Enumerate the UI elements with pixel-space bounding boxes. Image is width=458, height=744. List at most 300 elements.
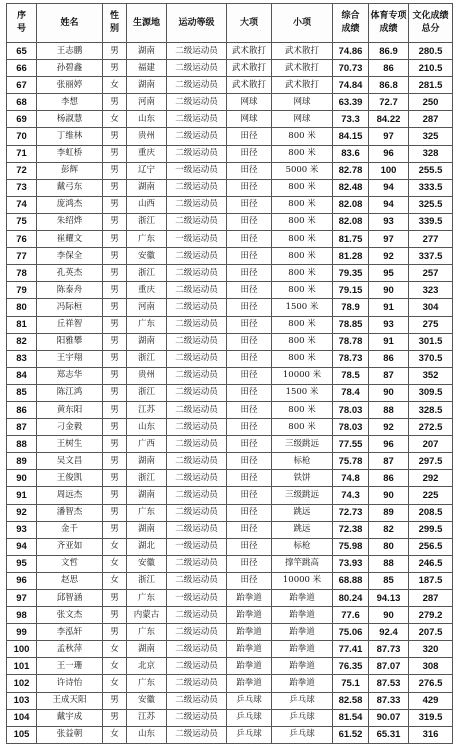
cell-index: 82 [7, 333, 37, 350]
cell-origin: 山东 [127, 419, 167, 436]
cell-sub-event: 1500 米 [272, 299, 333, 316]
cell-sport-score: 91 [369, 299, 409, 316]
cell-composite-score: 77.6 [333, 607, 369, 624]
cell-origin: 河南 [127, 299, 167, 316]
cell-culture-score: 301.5 [409, 333, 453, 350]
table-row [7, 453, 453, 470]
cell-composite-score: 76.35 [333, 658, 369, 675]
cell-sport-score: 86 [369, 350, 409, 367]
cell-major-event: 田径 [227, 521, 272, 538]
cell-culture-score: 333.5 [409, 179, 453, 196]
cell-major-event: 田径 [227, 470, 272, 487]
table-row [7, 607, 453, 624]
cell-origin: 山东 [127, 111, 167, 128]
cell-sub-event: 标枪 [272, 453, 333, 470]
cell-major-event: 田径 [227, 282, 272, 299]
cell-name: 文哲 [37, 555, 103, 572]
table-row [7, 333, 453, 350]
cell-name: 邱智涵 [37, 590, 103, 607]
cell-gender: 女 [103, 726, 127, 743]
cell-index: 102 [7, 675, 37, 692]
cell-level: 二级运动员 [167, 436, 227, 453]
cell-major-event: 跆拳道 [227, 658, 272, 675]
table-row [7, 77, 453, 94]
cell-name: 潘智杰 [37, 504, 103, 521]
cell-origin: 重庆 [127, 282, 167, 299]
cell-gender: 男 [103, 43, 127, 60]
cell-gender: 男 [103, 453, 127, 470]
cell-index: 81 [7, 316, 37, 333]
cell-composite-score: 74.86 [333, 43, 369, 60]
cell-culture-score: 320 [409, 641, 453, 658]
table-row [7, 641, 453, 658]
cell-origin: 湖南 [127, 521, 167, 538]
cell-name: 杨淑慧 [37, 111, 103, 128]
cell-gender: 男 [103, 401, 127, 418]
cell-origin: 浙江 [127, 384, 167, 401]
cell-sport-score: 95 [369, 265, 409, 282]
cell-origin: 湖南 [127, 453, 167, 470]
cell-origin: 福建 [127, 60, 167, 77]
cell-sub-event: 跆拳道 [272, 624, 333, 641]
cell-gender: 男 [103, 265, 127, 282]
cell-composite-score: 81.28 [333, 248, 369, 265]
cell-major-event: 田径 [227, 350, 272, 367]
cell-name: 戴宇成 [37, 709, 103, 726]
header-origin-line: 生源地 [132, 17, 160, 28]
cell-sub-event: 800 米 [272, 213, 333, 230]
cell-major-event: 跆拳道 [227, 590, 272, 607]
header-sub-event [272, 4, 333, 43]
cell-origin: 重庆 [127, 145, 167, 162]
cell-gender: 女 [103, 538, 127, 555]
header-culture-score-line: 总分 [421, 24, 440, 34]
cell-level: 一级运动员 [167, 538, 227, 555]
cell-composite-score: 61.52 [333, 726, 369, 743]
cell-sub-event: 800 米 [272, 248, 333, 265]
cell-name: 冯际桓 [37, 299, 103, 316]
cell-origin: 山西 [127, 196, 167, 213]
cell-culture-score: 308 [409, 658, 453, 675]
table-row [7, 128, 453, 145]
cell-index: 67 [7, 77, 37, 94]
cell-level: 二级运动员 [167, 367, 227, 384]
cell-major-event: 田径 [227, 487, 272, 504]
cell-level: 二级运动员 [167, 179, 227, 196]
cell-name: 李保全 [37, 248, 103, 265]
cell-sport-score: 88 [369, 401, 409, 418]
cell-composite-score: 78.5 [333, 367, 369, 384]
cell-sub-event: 800 米 [272, 231, 333, 248]
cell-culture-score: 225 [409, 487, 453, 504]
table-row [7, 111, 453, 128]
cell-name: 张丽婷 [37, 77, 103, 94]
cell-culture-score: 339.5 [409, 213, 453, 230]
cell-gender: 女 [103, 111, 127, 128]
cell-level: 二级运动员 [167, 248, 227, 265]
cell-culture-score: 328 [409, 145, 453, 162]
table-row [7, 470, 453, 487]
cell-origin: 浙江 [127, 213, 167, 230]
cell-major-event: 田径 [227, 179, 272, 196]
cell-gender: 男 [103, 299, 127, 316]
header-major-event [227, 4, 272, 43]
cell-major-event: 田径 [227, 299, 272, 316]
cell-major-event: 田径 [227, 555, 272, 572]
cell-name: 丘祥智 [37, 316, 103, 333]
cell-sport-score: 80 [369, 538, 409, 555]
cell-composite-score: 68.88 [333, 572, 369, 589]
cell-sport-score: 87.73 [369, 641, 409, 658]
cell-gender: 男 [103, 248, 127, 265]
cell-composite-score: 75.98 [333, 538, 369, 555]
cell-index: 86 [7, 401, 37, 418]
cell-name: 王宇翔 [37, 350, 103, 367]
cell-gender: 男 [103, 282, 127, 299]
cell-sub-event: 跆拳道 [272, 590, 333, 607]
cell-origin: 湖北 [127, 538, 167, 555]
cell-level: 一级运动员 [167, 231, 227, 248]
cell-composite-score: 82.78 [333, 162, 369, 179]
cell-level: 二级运动员 [167, 487, 227, 504]
cell-sub-event: 武术散打 [272, 43, 333, 60]
header-name-line: 姓名 [60, 17, 79, 28]
cell-level: 二级运动员 [167, 419, 227, 436]
cell-index: 76 [7, 231, 37, 248]
cell-composite-score: 83.6 [333, 145, 369, 162]
cell-origin: 山东 [127, 726, 167, 743]
cell-level: 二级运动员 [167, 128, 227, 145]
cell-composite-score: 82.58 [333, 692, 369, 709]
cell-origin: 北京 [127, 658, 167, 675]
cell-name: 李泓轩 [37, 624, 103, 641]
cell-level: 二级运动员 [167, 350, 227, 367]
cell-name: 朱绍烨 [37, 213, 103, 230]
cell-composite-score: 78.78 [333, 333, 369, 350]
cell-composite-score: 78.03 [333, 401, 369, 418]
cell-sport-score: 94 [369, 196, 409, 213]
cell-gender: 男 [103, 436, 127, 453]
table-row [7, 521, 453, 538]
cell-origin: 湖南 [127, 43, 167, 60]
table-row [7, 692, 453, 709]
cell-origin: 浙江 [127, 265, 167, 282]
cell-origin: 浙江 [127, 572, 167, 589]
cell-composite-score: 81.54 [333, 709, 369, 726]
table-row [7, 145, 453, 162]
cell-origin: 湖南 [127, 77, 167, 94]
header-index [7, 4, 37, 43]
cell-sub-event: 标枪 [272, 538, 333, 555]
table-row [7, 350, 453, 367]
cell-index: 87 [7, 419, 37, 436]
cell-sub-event: 10000 米 [272, 367, 333, 384]
table-row [7, 60, 453, 77]
cell-sport-score: 72.7 [369, 94, 409, 111]
cell-level: 二级运动员 [167, 145, 227, 162]
cell-level: 二级运动员 [167, 60, 227, 77]
cell-index: 75 [7, 213, 37, 230]
cell-culture-score: 316 [409, 726, 453, 743]
cell-sport-score: 97 [369, 231, 409, 248]
table-row [7, 487, 453, 504]
cell-index: 95 [7, 555, 37, 572]
cell-sub-event: 10000 米 [272, 572, 333, 589]
cell-gender: 男 [103, 692, 127, 709]
cell-level: 二级运动员 [167, 555, 227, 572]
cell-composite-score: 73.3 [333, 111, 369, 128]
cell-gender: 男 [103, 504, 127, 521]
cell-composite-score: 75.06 [333, 624, 369, 641]
cell-sub-event: 800 米 [272, 128, 333, 145]
table-row [7, 675, 453, 692]
cell-sport-score: 82 [369, 521, 409, 538]
cell-index: 66 [7, 60, 37, 77]
cell-name: 孟秋萍 [37, 641, 103, 658]
cell-origin: 浙江 [127, 350, 167, 367]
cell-sub-event: 800 米 [272, 145, 333, 162]
cell-culture-score: 276.5 [409, 675, 453, 692]
cell-level: 二级运动员 [167, 401, 227, 418]
cell-composite-score: 78.03 [333, 419, 369, 436]
cell-major-event: 田径 [227, 333, 272, 350]
cell-culture-score: 255.5 [409, 162, 453, 179]
cell-sub-event: 乒乓球 [272, 726, 333, 743]
cell-composite-score: 74.8 [333, 470, 369, 487]
cell-culture-score: 292 [409, 470, 453, 487]
cell-sub-event: 撑竿跳高 [272, 555, 333, 572]
cell-culture-score: 299.5 [409, 521, 453, 538]
cell-gender: 女 [103, 675, 127, 692]
cell-composite-score: 78.85 [333, 316, 369, 333]
cell-origin: 贵州 [127, 367, 167, 384]
cell-index: 90 [7, 470, 37, 487]
cell-composite-score: 80.24 [333, 590, 369, 607]
cell-name: 孔英杰 [37, 265, 103, 282]
cell-index: 79 [7, 282, 37, 299]
cell-origin: 内蒙古 [127, 607, 167, 624]
cell-composite-score: 78.4 [333, 384, 369, 401]
cell-culture-score: 208.5 [409, 504, 453, 521]
table-row [7, 248, 453, 265]
cell-gender: 男 [103, 521, 127, 538]
cell-sub-event: 跆拳道 [272, 658, 333, 675]
cell-gender: 男 [103, 590, 127, 607]
cell-sub-event: 跳远 [272, 504, 333, 521]
cell-major-event: 田径 [227, 248, 272, 265]
cell-major-event: 田径 [227, 436, 272, 453]
cell-major-event: 田径 [227, 538, 272, 555]
cell-sub-event: 跳远 [272, 521, 333, 538]
cell-gender: 男 [103, 145, 127, 162]
cell-name: 张文杰 [37, 607, 103, 624]
table-row [7, 162, 453, 179]
header-culture-score-line: 文化成绩 [412, 11, 449, 21]
cell-culture-score: 207.5 [409, 624, 453, 641]
cell-sport-score: 87 [369, 453, 409, 470]
cell-level: 一级运动员 [167, 590, 227, 607]
header-gender-line: 性 [109, 11, 119, 21]
cell-culture-score: 279.2 [409, 607, 453, 624]
cell-composite-score: 79.35 [333, 265, 369, 282]
cell-composite-score: 78.9 [333, 299, 369, 316]
cell-culture-score: 187.5 [409, 572, 453, 589]
cell-composite-score: 75.1 [333, 675, 369, 692]
cell-gender: 男 [103, 333, 127, 350]
cell-gender: 男 [103, 470, 127, 487]
cell-index: 92 [7, 504, 37, 521]
cell-name: 周远杰 [37, 487, 103, 504]
cell-index: 89 [7, 453, 37, 470]
cell-sport-score: 96 [369, 436, 409, 453]
cell-index: 96 [7, 572, 37, 589]
cell-level: 二级运动员 [167, 453, 227, 470]
cell-sport-score: 97 [369, 128, 409, 145]
cell-origin: 广东 [127, 590, 167, 607]
cell-name: 吴文昌 [37, 453, 103, 470]
table-row [7, 299, 453, 316]
cell-index: 70 [7, 128, 37, 145]
cell-composite-score: 75.78 [333, 453, 369, 470]
cell-gender: 男 [103, 179, 127, 196]
cell-name: 李想 [37, 94, 103, 111]
cell-level: 二级运动员 [167, 641, 227, 658]
cell-sport-score: 86 [369, 60, 409, 77]
cell-culture-score: 272.5 [409, 419, 453, 436]
cell-name: 郑志华 [37, 367, 103, 384]
cell-sub-event: 800 米 [272, 316, 333, 333]
cell-name: 赵思 [37, 572, 103, 589]
cell-level: 二级运动员 [167, 692, 227, 709]
cell-sub-event: 武术散打 [272, 77, 333, 94]
cell-gender: 男 [103, 709, 127, 726]
cell-origin: 江苏 [127, 709, 167, 726]
header-composite-score-line: 综合 [341, 11, 360, 21]
table-header-row [7, 4, 453, 43]
cell-level: 二级运动员 [167, 572, 227, 589]
cell-name: 王俊凯 [37, 470, 103, 487]
header-index-line: 号 [16, 24, 26, 34]
cell-major-event: 跆拳道 [227, 624, 272, 641]
cell-gender: 男 [103, 231, 127, 248]
table-row [7, 590, 453, 607]
cell-name: 丁维林 [37, 128, 103, 145]
header-index-line: 序 [16, 11, 26, 21]
cell-name: 王成天阳 [37, 692, 103, 709]
table-row [7, 504, 453, 521]
cell-sport-score: 92 [369, 419, 409, 436]
cell-culture-score: 323 [409, 282, 453, 299]
cell-major-event: 田径 [227, 213, 272, 230]
cell-level: 二级运动员 [167, 709, 227, 726]
cell-origin: 湖南 [127, 641, 167, 658]
cell-level: 二级运动员 [167, 111, 227, 128]
table-row [7, 213, 453, 230]
table-row [7, 94, 453, 111]
cell-index: 73 [7, 179, 37, 196]
cell-composite-score: 72.38 [333, 521, 369, 538]
cell-culture-score: 277 [409, 231, 453, 248]
cell-level: 二级运动员 [167, 213, 227, 230]
cell-gender: 男 [103, 367, 127, 384]
cell-major-event: 田径 [227, 128, 272, 145]
cell-culture-score: 319.5 [409, 709, 453, 726]
cell-sport-score: 90 [369, 384, 409, 401]
cell-name: 张益朝 [37, 726, 103, 743]
cell-major-event: 武术散打 [227, 43, 272, 60]
table-row [7, 282, 453, 299]
cell-composite-score: 74.3 [333, 487, 369, 504]
cell-sport-score: 91 [369, 333, 409, 350]
table-row [7, 572, 453, 589]
cell-sub-event: 800 米 [272, 419, 333, 436]
table-body [7, 43, 453, 744]
cell-sport-score: 92.4 [369, 624, 409, 641]
cell-sport-score: 96 [369, 145, 409, 162]
cell-sub-event: 网球 [272, 94, 333, 111]
cell-origin: 湖南 [127, 487, 167, 504]
cell-gender: 女 [103, 658, 127, 675]
cell-gender: 女 [103, 77, 127, 94]
cell-origin: 辽宁 [127, 162, 167, 179]
cell-culture-score: 328.5 [409, 401, 453, 418]
cell-index: 78 [7, 265, 37, 282]
cell-name: 王一珊 [37, 658, 103, 675]
cell-major-event: 网球 [227, 94, 272, 111]
cell-culture-score: 370.5 [409, 350, 453, 367]
cell-major-event: 网球 [227, 111, 272, 128]
cell-culture-score: 207 [409, 436, 453, 453]
cell-origin: 广东 [127, 624, 167, 641]
cell-major-event: 田径 [227, 367, 272, 384]
cell-origin: 湖南 [127, 179, 167, 196]
table-row [7, 555, 453, 572]
table-row [7, 538, 453, 555]
cell-culture-score: 352 [409, 367, 453, 384]
cell-gender: 男 [103, 350, 127, 367]
cell-name: 庞鸿杰 [37, 196, 103, 213]
cell-origin: 广西 [127, 436, 167, 453]
cell-index: 88 [7, 436, 37, 453]
cell-sub-event: 800 米 [272, 350, 333, 367]
cell-sub-event: 网球 [272, 111, 333, 128]
cell-origin: 广东 [127, 231, 167, 248]
cell-major-event: 乒乓球 [227, 692, 272, 709]
cell-index: 72 [7, 162, 37, 179]
cell-level: 二级运动员 [167, 726, 227, 743]
cell-gender: 女 [103, 641, 127, 658]
cell-index: 84 [7, 367, 37, 384]
cell-composite-score: 78.73 [333, 350, 369, 367]
cell-index: 94 [7, 538, 37, 555]
header-culture-score [409, 4, 453, 43]
table-row [7, 436, 453, 453]
cell-major-event: 武术散打 [227, 77, 272, 94]
cell-sport-score: 86.8 [369, 77, 409, 94]
table-row [7, 179, 453, 196]
cell-composite-score: 72.73 [333, 504, 369, 521]
header-level [167, 4, 227, 43]
cell-major-event: 跆拳道 [227, 641, 272, 658]
cell-level: 二级运动员 [167, 521, 227, 538]
cell-index: 83 [7, 350, 37, 367]
cell-origin: 广东 [127, 316, 167, 333]
header-gender [103, 4, 127, 43]
cell-level: 二级运动员 [167, 333, 227, 350]
cell-major-event: 田径 [227, 504, 272, 521]
table-row [7, 265, 453, 282]
cell-name: 戴弓东 [37, 179, 103, 196]
